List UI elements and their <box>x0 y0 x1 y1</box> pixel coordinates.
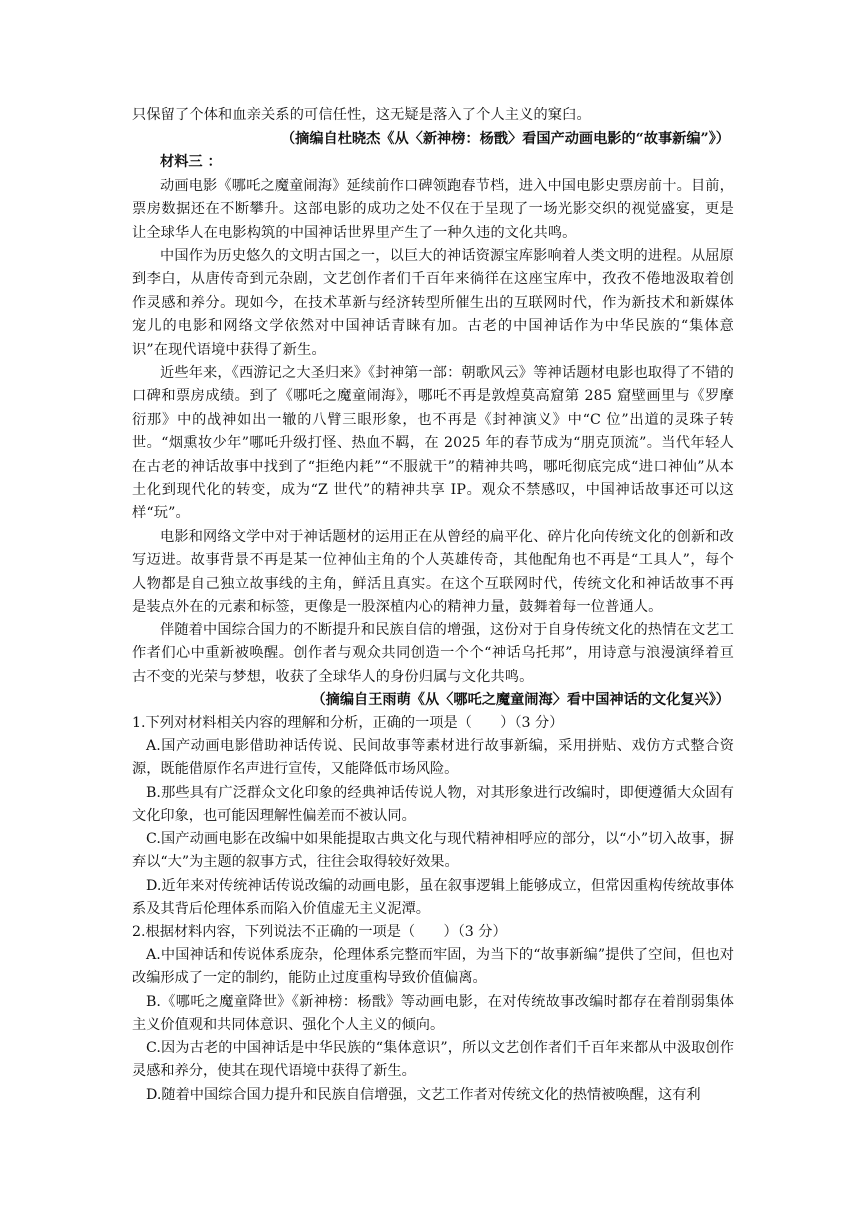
intro-paragraph: 只保留了个体和血亲关系的可信任性，这无疑是落入了个人主义的窠臼。 <box>132 107 591 123</box>
paragraph-2: 中国作为历史悠久的文明古国之一，以巨大的神话资源宝库影响着人类文明的进程。从屈原到李白，从唐传奇到元杂剧，文艺创作者们千百年来徜徉在这座宝库中，孜孜不倦地汲取着创作灵感和养分。现如今，在技术革新与经济转型所催生出的互联网时代，作为新技术和新媒体宠儿的电影和网络文学依然对中国神话青睐有加。古老的中国神话作为中华民族的“集体意识”在现代语境中获得了新生。 <box>132 248 734 358</box>
question-2-option-a: A.中国神话和传说体系庞杂，伦理体系完整而牢固，为当下的“故事新编”提供了空间，但也对改编形成了一定的制约，能防止过度重构导致价值偏离。 <box>132 947 734 987</box>
question-2-option-b: B.《哪吒之魔童降世》《新神榜：杨戬》等动画电影，在对传统故事改编时都存在着削弱集体主义价值观和共同体意识、强化个人主义的倾向。 <box>132 994 734 1034</box>
source-citation-2: （摘编自杜晓杰《从〈新神榜：杨戬〉看国产动画电影的“故事新编”》） <box>280 131 730 147</box>
question-1-option-a: A.国产动画电影借助神话传说、民间故事等素材进行故事新编，采用拼贴、戏仿方式整合资源，既能借原作名声进行宣传，又能降低市场风险。 <box>132 738 734 778</box>
question-2-option-c: C.因为古老的中国神话是中华民族的“集体意识”，所以文艺创作者们千百年来都从中汲取创作灵感和养分，使其在现代语境中获得了新生。 <box>132 1040 734 1080</box>
question-1-option-d: D.近年来对传统神话传说改编的动画电影，虽在叙事逻辑上能够成立，但常因重构传统故事体系及其背后伦理体系而陷入价值虚无主义泥潭。 <box>132 878 734 918</box>
section-heading-material-3: 材料三 ： <box>160 154 222 170</box>
paragraph-3: 近些年来，《西游记之大圣归来》《封神第一部：朝歌风云》等神话题材电影也取得了不错的口碑和票房成绩。到了《哪吒之魔童闹海》，哪吒不再是敦煌莫高窟第 285 窟壁画里与《罗摩衍那》中的战神如出一辙的八臂三眼形象，也不再是《封神演义》中“C 位”出道的灵珠子转世。“烟熏妆少年”哪吒升级打怪、热血不羁，在 2025 年的春节成为“朋克顶流”。当代年轻人在古老的神话故事中找到了“拒绝内耗”“不服就干”的精神共鸣，哪吒彻底完成“进口神仙”从本土化到现代化的转变，成为“Z 世代”的精神共享 IP。观众不禁感叹，中国神话故事还可以这样“玩”。 <box>132 365 734 522</box>
question-2-option-d: D.随着中国综合国力提升和民族自信增强，文艺工作者对传统文化的热情被唤醒，这有利 <box>146 1087 701 1103</box>
question-1-option-b: B.那些具有广泛群众文化印象的经典神话传说人物，对其形象进行改编时，即便遵循大众固有文化印象，也可能因理解性偏差而不被认同。 <box>132 785 734 825</box>
paragraph-1: 动画电影《哪吒之魔童闹海》延续前作口碑领跑春节档，进入中国电影史票房前十。目前，票房数据还在不断攀升。这部电影的成功之处不仅在于呈现了一场光影交织的视觉盛宴，更是让全球华人在电影构筑的中国神话世界里产生了一种久违的文化共鸣。 <box>132 178 734 241</box>
paragraph-5: 伴随着中国综合国力的不断提升和民族自信的增强，这份对于自身传统文化的热情在文艺工作者们心中重新被唤醒。创作者与观众共同创造一个个“神话乌托邦”，用诗意与浪漫演绎着亘古不变的光荣与梦想，收获了全球华人的身份归属与文化共鸣。 <box>132 622 734 685</box>
question-1-option-c: C.国产动画电影在改编中如果能提取古典文化与现代精神相呼应的部分，以“小”切入故事，摒弃以“大”为主题的叙事方式，往往会取得较好效果。 <box>132 831 734 871</box>
source-citation-3: （摘编自王雨萌《从〈哪吒之魔童闹海〉看中国神话的文化复兴》） <box>311 692 730 708</box>
question-2: 2.根据材料内容，下列说法不正确的一项是（ ）（3 分） <box>132 924 507 940</box>
question-1: 1.下列对材料相关内容的理解和分析，正确的一项是（ ）（3 分） <box>132 715 564 731</box>
paragraph-4: 电影和网络文学中对于神话题材的运用正在从曾经的扁平化、碎片化向传统文化的创新和改写迈进。故事背景不再是某一位神仙主角的个人英雄传奇，其他配角也不再是“工具人”，每个人物都是自己独立故事线的主角，鲜活且真实。在这个互联网时代，传统文化和神话故事不再是装点外在的元素和标签，更像是一股深植内心的精神力量，鼓舞着每一位普通人。 <box>132 529 734 616</box>
